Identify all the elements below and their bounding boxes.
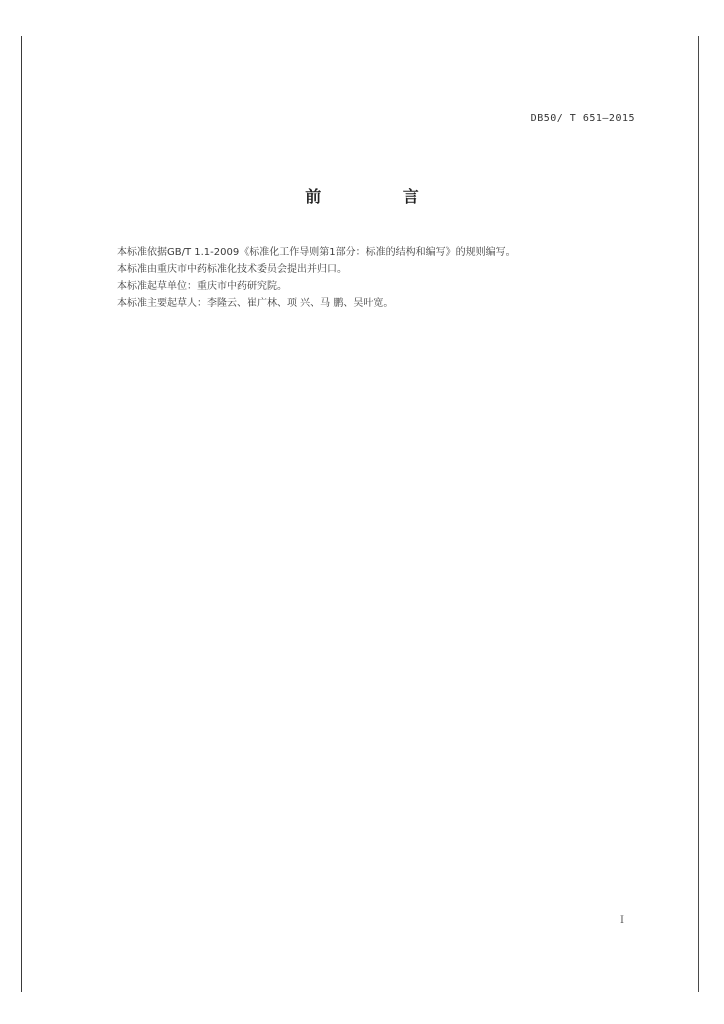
foreword-body: [117, 244, 637, 312]
paragraph-drafting-unit: 本标准起草单位：重庆市中药研究院。: [117, 281, 287, 292]
paragraph-drafters: 本标准主要起草人：李隆云、崔广林、项 兴、马 鹏、吴叶宽。: [117, 298, 394, 309]
paragraph-proposer: 本标准由重庆市中药标准化技术委员会提出并归口。: [117, 264, 347, 275]
paragraph-basis: 本标准依据GB/T 1.1-2009《标准化工作导则第1部分：标准的结构和编写》的规则编写。: [117, 247, 516, 258]
document-code: DB50/ T 651—2015: [530, 113, 635, 124]
page-number: I: [620, 915, 624, 926]
scan-edge-right: [698, 36, 699, 992]
page-title: 前 言: [305, 187, 457, 206]
scan-edge-left: [21, 36, 22, 992]
